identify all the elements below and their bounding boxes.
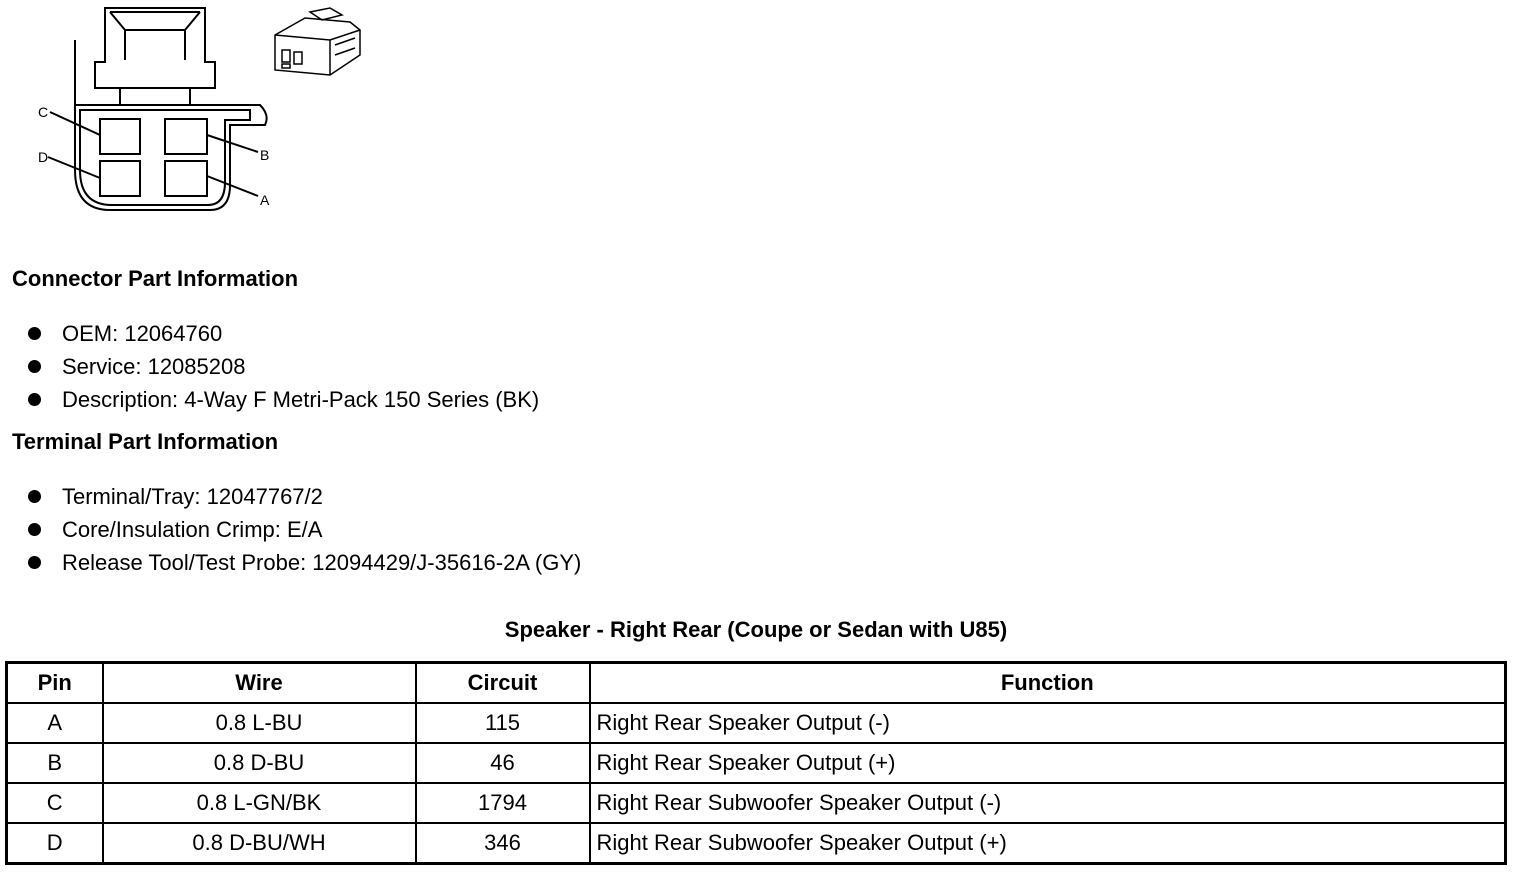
- cell-wire: 0.8 D-BU/WH: [103, 823, 416, 864]
- cell-function: Right Rear Subwoofer Speaker Output (+): [590, 823, 1506, 864]
- bullet-icon: [28, 490, 41, 503]
- cell-pin: A: [7, 703, 103, 743]
- cell-wire: 0.8 L-BU: [103, 703, 416, 743]
- connector-info-heading: Connector Part Information: [12, 266, 299, 291]
- list-item: Description: 4-Way F Metri-Pack 150 Series (BK): [28, 383, 539, 416]
- terminal-info-list: [28, 480, 581, 579]
- pin-label-c: C: [38, 104, 49, 120]
- cell-function: Right Rear Speaker Output (-): [590, 703, 1506, 743]
- header-circuit: Circuit: [416, 663, 590, 704]
- header-function: Function: [590, 663, 1506, 704]
- list-item: Service: 12085208: [28, 350, 539, 383]
- table-row: [7, 703, 1506, 743]
- header-pin: Pin: [7, 663, 103, 704]
- table-header-row: [7, 663, 1506, 704]
- table-row: [7, 783, 1506, 823]
- bullet-icon: [28, 327, 41, 340]
- list-item: Core/Insulation Crimp: E/A: [28, 513, 581, 546]
- table-row: [7, 823, 1506, 864]
- cell-circuit: 115: [416, 703, 590, 743]
- header-wire: Wire: [103, 663, 416, 704]
- pin-label-b: B: [260, 147, 270, 163]
- list-item: Release Tool/Test Probe: 12094429/J-35616-2A (GY): [28, 546, 581, 579]
- table-title: Speaker - Right Rear (Coupe or Sedan with U85): [504, 617, 1008, 642]
- pin-label-a: A: [260, 192, 270, 208]
- cell-pin: C: [7, 783, 103, 823]
- list-item: Terminal/Tray: 12047767/2: [28, 480, 581, 513]
- cell-pin: B: [7, 743, 103, 783]
- cell-pin: D: [7, 823, 103, 864]
- list-item: OEM: 12064760: [28, 317, 539, 350]
- bullet-icon: [28, 393, 41, 406]
- terminal-info-heading: Terminal Part Information: [12, 429, 279, 454]
- cell-function: Right Rear Speaker Output (+): [590, 743, 1506, 783]
- cell-circuit: 346: [416, 823, 590, 864]
- connector-diagram: [30, 0, 370, 220]
- pin-label-d: D: [38, 149, 49, 165]
- cell-wire: 0.8 L-GN/BK: [103, 783, 416, 823]
- pinout-table: [5, 661, 1507, 865]
- cell-function: Right Rear Subwoofer Speaker Output (-): [590, 783, 1506, 823]
- connector-info-list: [28, 317, 539, 416]
- connector-iso-icon: [275, 8, 360, 75]
- cell-circuit: 1794: [416, 783, 590, 823]
- table-row: [7, 743, 1506, 783]
- cell-circuit: 46: [416, 743, 590, 783]
- cell-wire: 0.8 D-BU: [103, 743, 416, 783]
- bullet-icon: [28, 360, 41, 373]
- bullet-icon: [28, 523, 41, 536]
- bullet-icon: [28, 556, 41, 569]
